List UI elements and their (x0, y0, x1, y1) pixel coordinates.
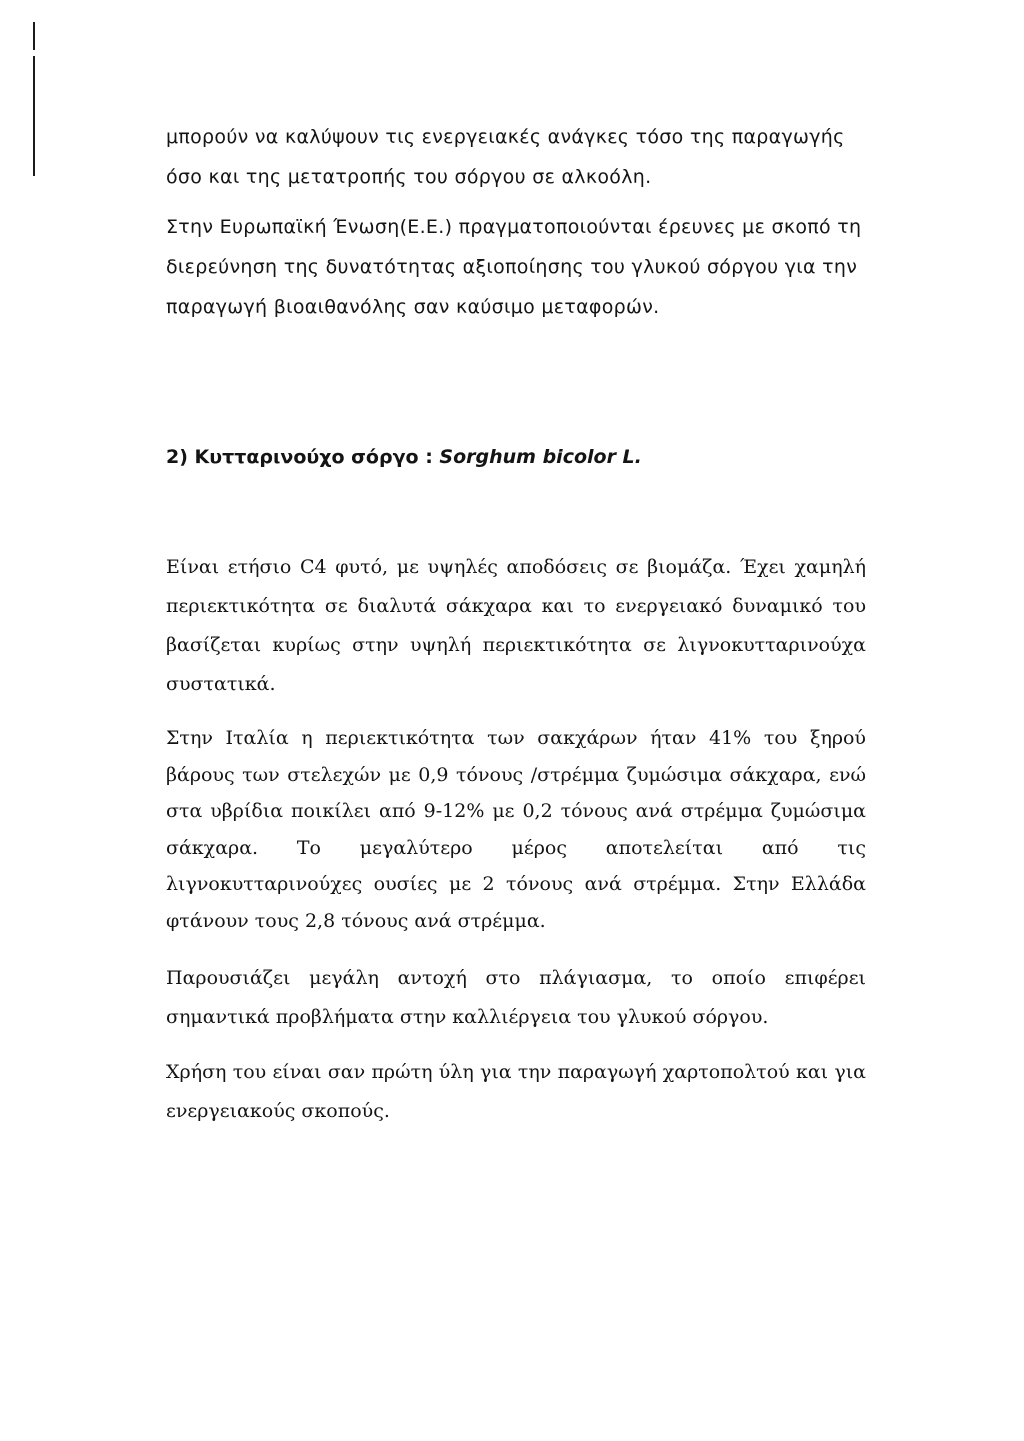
body-paragraph-1: Είναι ετήσιο C4 φυτό, με υψηλές αποδόσεις σε βιομάζα. Έχει χαμηλή περιεκτικότητα σε διαλυτά σάκχαρα και το ενεργειακό δυναμικό του βασίζεται κυρίως στην υψηλή περιεκτικότητα σε λιγνοκυτταρινούχα συστατικά. (166, 556, 866, 695)
body-paragraph-4: Χρήση του είναι σαν πρώτη ύλη για την παραγωγή χαρτοπολτού και για ενεργειακούς σκοπούς. (166, 1061, 866, 1122)
section-heading (166, 442, 866, 472)
margin-rule (33, 56, 35, 176)
section-heading-species: Sorghum bicolor L. (439, 446, 642, 468)
body-paragraph-3: Παρουσιάζει μεγάλη αντοχή στο πλάγιασμα, το οποίο επιφέρει σημαντικά προβλήματα στην καλλιέργεια του γλυκού σόργου. (166, 967, 866, 1028)
body-paragraph-2: Στην Ιταλία η περιεκτικότητα των σακχάρων ήταν 41% του ξηρού βάρους των στελεχών με 0,9 τόνους /στρέμμα ζυμώσιμα σάκχαρα, ενώ στα υβρίδια ποικίλει από 9-12% με 0,2 τόνους ανά στρέμμα ζυμώσιμα σάκχαρα. Το μεγαλύτερο μέρος αποτελείται από τις λιγνοκυτταρινούχες ουσίες με 2 τόνους ανά στρέμμα. Στην Ελλάδα φτάνουν τους 2,8 τόνους ανά στρέμμα. (166, 727, 866, 932)
section-heading-prefix: 2) Κυτταρινούχο σόργο : (166, 446, 440, 468)
margin-rule (33, 22, 35, 50)
intro-paragraph-1: μπορούν να καλύψουν τις ενεργειακές ανάγκες τόσο της παραγωγής όσο και της μετατροπής του σόργου σε αλκοόλη. (166, 126, 845, 188)
document-page (166, 117, 866, 1131)
intro-paragraph-2: Στην Ευρωπαϊκή Ένωση(Ε.Ε.) πραγματοποιούνται έρευνες με σκοπό τη διερεύνηση της δυνατότητας αξιοποίησης του γλυκού σόργου για την παραγωγή βιοαιθανόλης σαν καύσιμο μεταφορών. (166, 216, 862, 318)
